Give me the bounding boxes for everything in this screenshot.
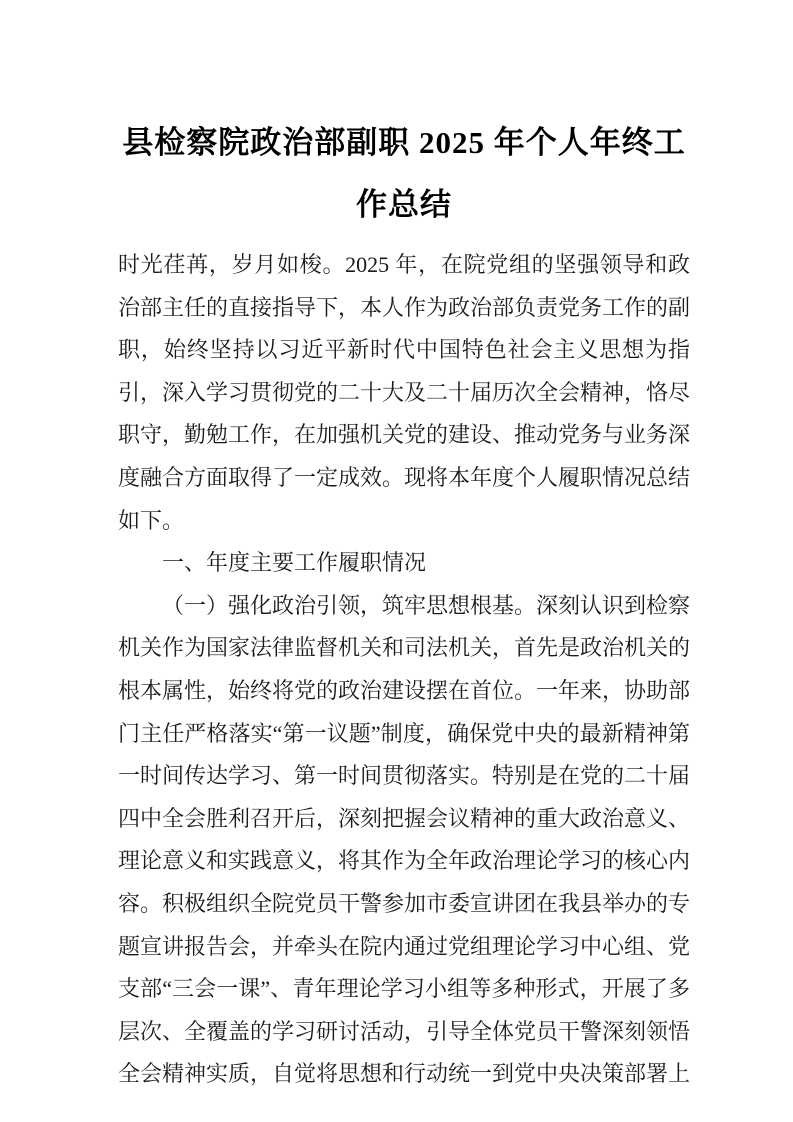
section-heading: 一、年度主要工作履职情况 — [162, 550, 427, 576]
document-body — [118, 244, 690, 1096]
paragraph: （一）强化政治引领，筑牢思想根基。深刻认识到检察机关作为国家法律监督机关和司法机关，首先是政治机关的根本属性，始终将党的政治建设摆在首位。一年来，协助部门主任严格落实“第一议题”制度，确保党中央的最新精神第一时间传达学习、第一时间贯彻落实。特别是在党的二十届四中全会胜利召开后，深刻把握会议精神的重大政治意义、理论意义和实践意义，将其作为全年政治理论学习的核心内容。积极组织全院党员干警参加市委宣讲团在我县举办的专题宣讲报告会，并牵头在院内通过党组理论学习中心组、党支部“三会一课”、青年理论学习小组等多种形式，开展了多层次、全覆盖的学习研讨活动，引导全体党员干警深刻领悟全会精神实质，自觉将思想和行动统一到党中央决策部署上 — [118, 592, 691, 1087]
paragraph: 时光荏苒，岁月如梭。2025 年，在院党组的坚强领导和政治部主任的直接指导下，本人作为政治部负责党务工作的副职，始终坚持以习近平新时代中国特色社会主义思想为指引，深入学习贯彻党的二十大及二十届历次全会精神，恪尽职守，勤勉工作，在加强机关党的建设、推动党务与业务深度融合方面取得了一定成效。现将本年度个人履职情况总结如下。 — [118, 252, 691, 533]
document-title: 县检察院政治部副职 2025 年个人年终工作总结 — [122, 125, 686, 222]
